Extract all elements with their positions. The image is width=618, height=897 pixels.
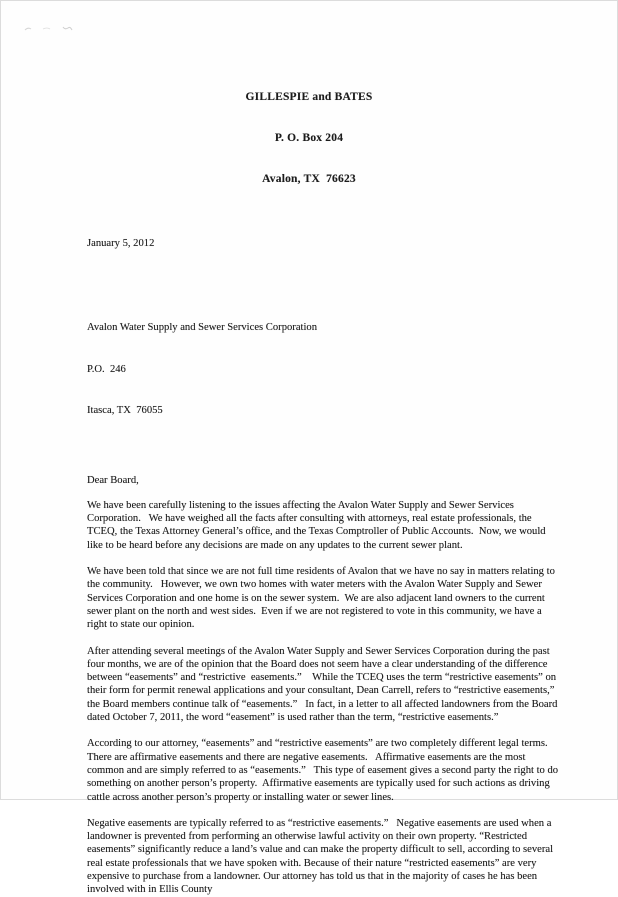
salutation: Dear Board,	[87, 474, 139, 486]
body-paragraph-4: According to our attorney, “easements” and “restrictive easements” are two completely different legal terms. There are affirmative easements and there are negative easements. Affirmative easements are the most common and are simply referred to as “easements.” This type of easement gives a second party the right to do something on another person’s property. Affirmative easements are typically used for such actions as driving cattle across another person’s property or installing water or sewer lines.	[87, 738, 561, 803]
recipient-po-box: P.O. 246	[87, 363, 126, 375]
body-paragraph-5: Negative easements are typically referred to as “restrictive easements.” Negative easements are used when a landowner is prevented from performing an otherwise lawful activity on their own property. “Restricted easements” significantly reduce a land’s value and can make the property difficult to sell, according to several real estate professionals that we have spoken with. Because of their nature “restricted easements” are very expensive to purchase from a landowner. Our attorney has told us that in the majority of cases he has been involved with in Ellis County	[87, 817, 556, 896]
recipient-name: Avalon Water Supply and Sewer Services Corporation	[87, 322, 317, 334]
letterhead	[1, 64, 617, 214]
letterhead-po-box: P. O. Box 204	[274, 131, 344, 144]
letterhead-company-name: GILLESPIE and BATES	[245, 91, 373, 104]
body-paragraph-1: We have been carefully listening to the issues affecting the Avalon Water Supply and Sewer Services Corporation. We have weighed all the facts after consulting with attorneys, real estate professionals, the TCEQ, the Texas Attorney General’s office, and the Texas Comptroller of Public Accounts. Now, we would like to be heard before any decisions are made on any updates to the current sewer plant.	[87, 499, 549, 551]
recipient-address-block	[87, 294, 617, 446]
letter-date: January 5, 2012	[87, 237, 155, 249]
recipient-city-state-zip: Itasca, TX 76055	[87, 405, 163, 417]
body-paragraph-2: We have been told that since we are not full time residents of Avalon that we have no say in matters relating to the community. However, we own two homes with water meters with the Avalon Water Supply and Sewer Services Corporation and one home is on the sewer system. We are also adjacent land owners to the current sewer plant on the north and west sides. Even if we are not registered to vote in this community, we have a right to state our opinion.	[87, 566, 558, 631]
letterhead-city-state-zip: Avalon, TX 76623	[262, 172, 356, 185]
pencil-scribble-mark	[21, 21, 81, 37]
letter-body	[87, 499, 561, 897]
body-paragraph-3: After attending several meetings of the Avalon Water Supply and Sewer Services Corporation during the past four months, we are of the opinion that the Board does not seem have a clear understanding of the difference between “easements” and “restrictive easements.” While the TCEQ uses the term “restrictive easements” on their form for permit renewal applications and your consultant, Dean Carrell, refers to “restrictive easements,” the Board members continue talk of “easements.” In fact, in a letter to all affected landowners from the Board dated October 7, 2011, the word “easement” is used rather than the term, “restrictive easements.”	[87, 645, 561, 724]
